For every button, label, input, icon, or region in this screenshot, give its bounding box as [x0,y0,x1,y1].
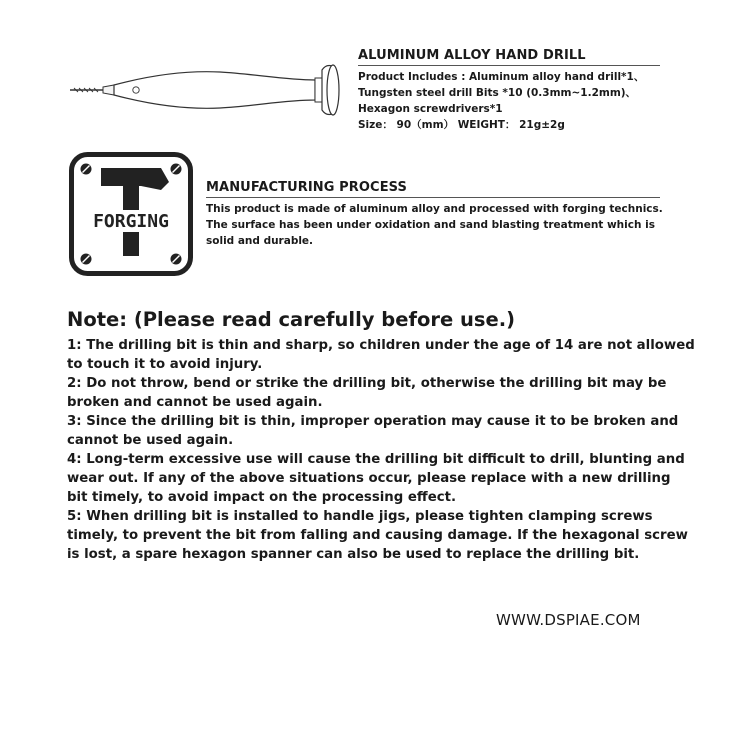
process-title: MANUFACTURING PROCESS [206,180,660,198]
note-line: 5: When drilling bit is installed to handle jigs, please tighten clamping screws [67,509,653,524]
product-info-section [358,48,660,133]
badge-label: FORGING [93,211,169,232]
process-line: solid and durable. [206,235,314,247]
note-line: to touch it to avoid injury. [67,357,263,372]
forging-badge [69,152,193,276]
note-line: 4: Long-term excessive use will cause the drilling bit difficult to drill, blunting and [67,452,685,467]
product-details [358,69,660,133]
product-line: Product Includes : Aluminum alloy hand drill*1、 [358,71,645,83]
product-line: Hexagon screwdrivers*1 [358,103,503,115]
manufacturing-process-section [206,180,663,249]
note-line: timely, to prevent the bit from falling and causing damage. If the hexagonal screw [67,528,688,543]
product-line: Tungsten steel drill Bits *10 (0.3mm~1.2mm)、 [358,87,637,99]
product-line: Size： 90（mm） WEIGHT： 21g±2g [358,119,565,131]
badge-screw-icon [171,164,182,175]
note-line: bit timely, to avoid impact on the processing effect. [67,490,457,505]
process-details [206,201,663,249]
note-line: is lost, a spare hexagon spanner can also be used to replace the drilling bit. [67,547,640,562]
note-line: wear out. If any of the above situations occur, please replace with a new drilling [67,471,671,486]
note-line: 3: Since the drilling bit is thin, improper operation may cause it to be broken and [67,414,679,429]
website-url: WWW.DSPIAE.COM [496,611,641,629]
badge-screw-icon [171,254,182,265]
notes-title: Note: (Please read carefully before use.) [67,308,516,331]
process-line: The surface has been under oxidation and sand blasting treatment which is [206,219,655,231]
note-line: broken and cannot be used again. [67,395,323,410]
process-line: This product is made of aluminum alloy and processed with forging technics. [206,203,663,215]
note-line: 2: Do not throw, bend or strike the drilling bit, otherwise the drilling bit may be [67,376,667,391]
hand-drill-illustration [70,58,342,120]
product-title: ALUMINUM ALLOY HAND DRILL [358,48,660,66]
badge-screw-icon [81,254,92,265]
note-line: 1: The drilling bit is thin and sharp, so children under the age of 14 are not allowed [67,338,695,353]
usage-notes-section [67,308,695,564]
badge-screw-icon [81,164,92,175]
note-line: cannot be used again. [67,433,234,448]
